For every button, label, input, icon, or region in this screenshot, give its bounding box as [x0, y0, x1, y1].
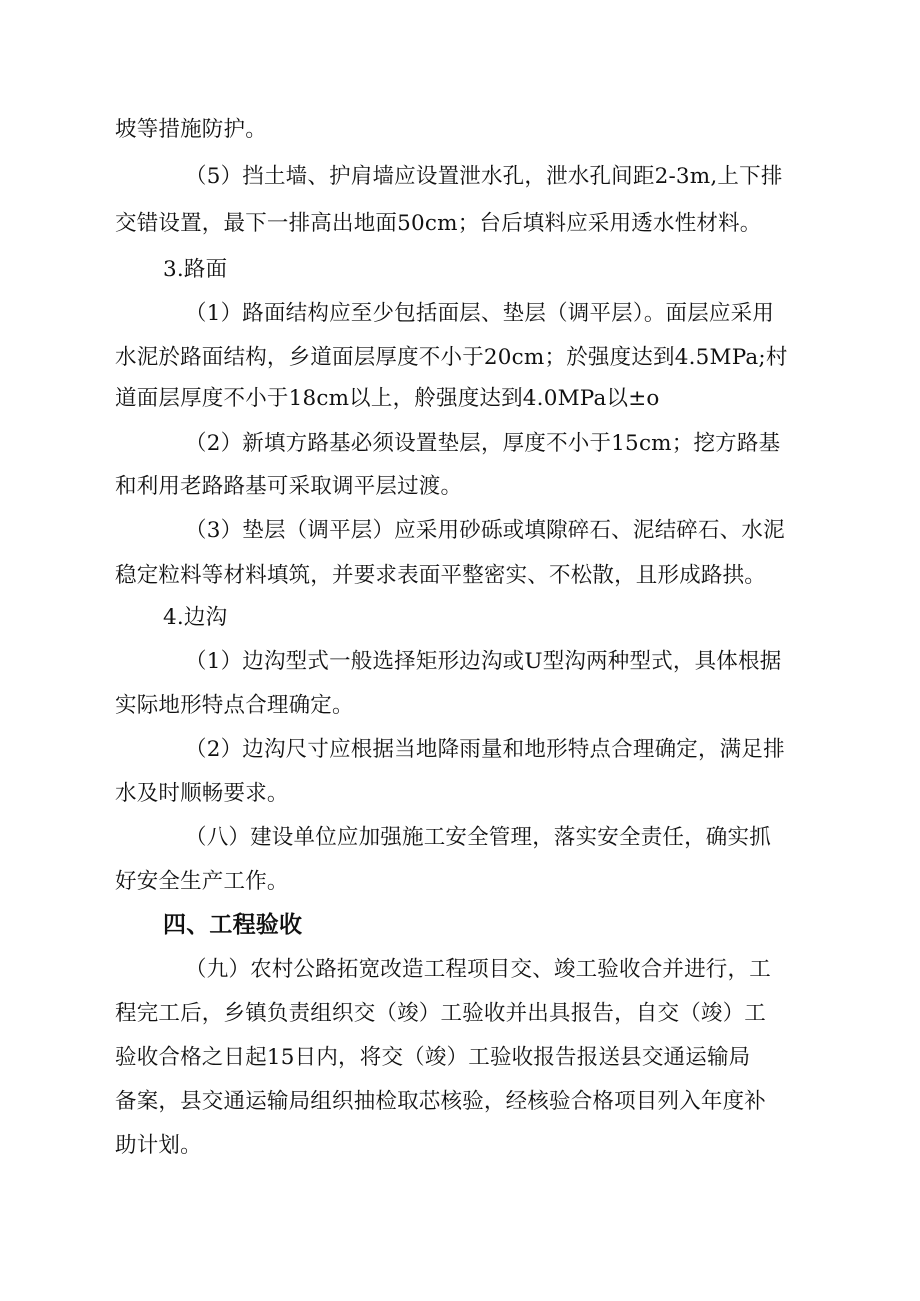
subheading-side-ditch: 4.边沟	[163, 605, 228, 630]
body-text-line: 备案，县交通运输局组织抽检取芯核验，经核验合格项目列入年度补	[115, 1089, 767, 1114]
body-text-line: 交错设置，最下一排高出地面50cm；台后填料应采用透水性材料。	[115, 211, 762, 236]
body-text-line: 道面层厚度不小于18cm以上，舲强度达到4.0MPa以±o	[115, 386, 660, 411]
body-text-line: 水泥於路面结构，乡道面层厚度不小于20cm；於强度达到4.5MPa;村	[115, 345, 788, 370]
section-heading: 四、工程验收	[163, 912, 303, 938]
body-text-line: 稳定粒料等材料填筑，并要求表面平整密实、不松散，且形成路拱。	[115, 563, 767, 588]
body-text-line: （九）农村公路拓宽改造工程项目交、竣工验收合并进行，工	[185, 957, 771, 982]
body-text-line: （1）路面结构应至少包括面层、垫层（调平层）。面层应采用	[185, 301, 775, 326]
body-text-line: （3）垫层（调平层）应采用砂砾或填隙碎石、泥结碎石、水泥	[185, 518, 785, 543]
body-text-line: （2）新填方路基必须设置垫层，厚度不小于15cm；挖方路基	[185, 431, 781, 456]
body-text-line: （1）边沟型式一般选择矩形边沟或U型沟两种型式，具体根据	[185, 649, 782, 674]
body-text-line: 程完工后，乡镇负责组织交（竣）工验收并出具报告，自交（竣）工	[115, 1001, 767, 1026]
body-text-line: （2）边沟尺寸应根据当地降雨量和地形特点合理确定，满足排	[185, 737, 785, 762]
body-text-line: 验收合格之日起15日内，将交（竣）工验收报告报送县交通运输局	[115, 1045, 751, 1070]
body-text-line: 好安全生产工作。	[115, 869, 289, 894]
body-text-line: 坡等措施防护。	[115, 117, 267, 142]
subheading-road-surface: 3.路面	[163, 257, 228, 282]
body-text-line: （5）挡土墙、护肩墙应设置泄水孔，泄水孔间距2-3m,上下排	[185, 164, 783, 189]
body-text-line: 水及时顺畅要求。	[115, 781, 289, 806]
body-text-line: 实际地形特点合理确定。	[115, 693, 354, 718]
body-text-line: （八）建设单位应加强施工安全管理，落实安全责任，确实抓	[185, 825, 771, 850]
body-text-line: 助计划。	[115, 1133, 202, 1158]
body-text-line: 和利用老路路基可采取调平层过渡。	[115, 474, 463, 499]
